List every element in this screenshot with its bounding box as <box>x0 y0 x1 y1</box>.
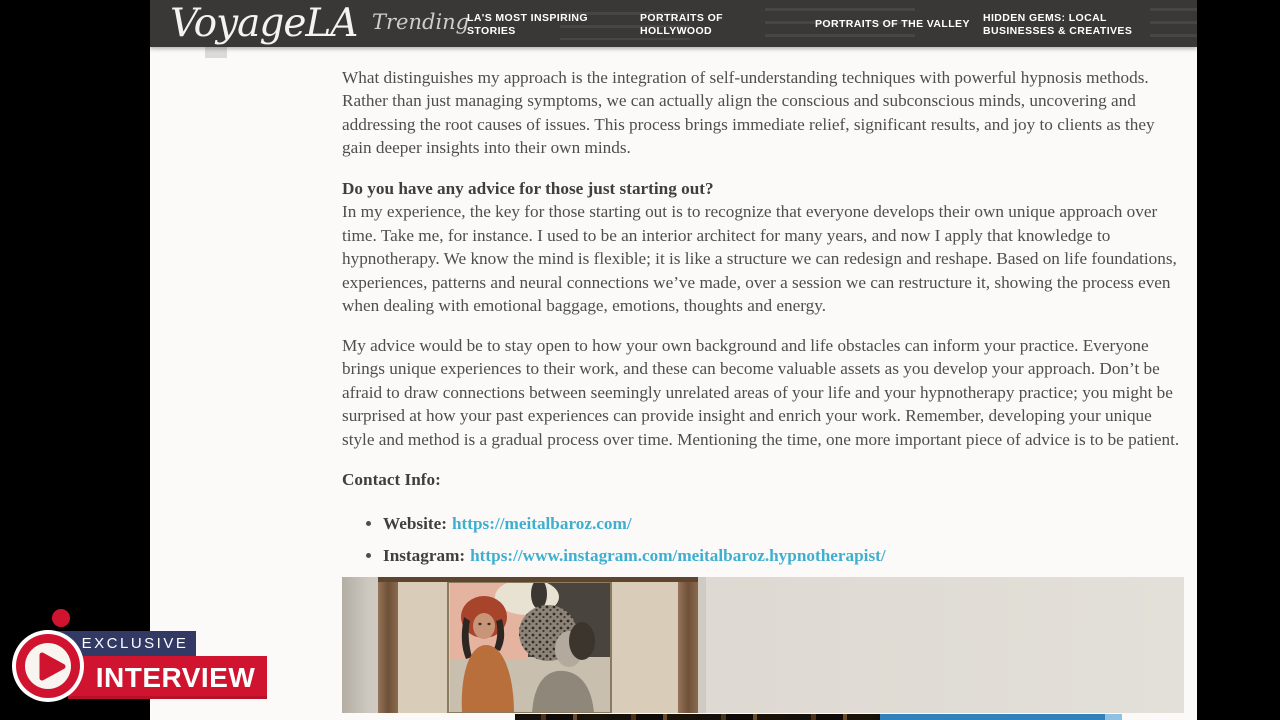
trending-label: Trending <box>372 10 470 34</box>
next-content-strip <box>342 714 1184 720</box>
badge-dot <box>52 609 70 627</box>
contact-instagram <box>383 544 1184 567</box>
nav-item-portraits-valley[interactable]: PORTRAITS OF THE VALLEY <box>815 18 970 30</box>
interview-label: INTERVIEW <box>68 656 267 699</box>
contact-website <box>383 512 1184 535</box>
next-image-edge <box>515 714 880 720</box>
artwork-photo-graphic <box>342 577 1184 713</box>
scroll-remnant <box>205 47 227 58</box>
question-heading: Do you have any advice for those just starting out? <box>342 179 714 198</box>
contact-list <box>342 512 1184 576</box>
nav-item-inspiring-stories[interactable]: LA'S MOST INSPIRING STORIES <box>467 12 588 37</box>
play-icon[interactable] <box>10 628 86 704</box>
site-logo[interactable]: VoyageLA <box>170 1 358 46</box>
exclusive-label: EXCLUSIVE <box>48 631 196 657</box>
paragraph-approach: What distinguishes my approach is the integration of self-understanding techniques with powerful hypnosis methods. Rather than just managing symptoms, we can actually align the conscious and subconscious minds, uncovering and addressing the root causes of issues. This process brings immediate relief, significant results, and joy to clients as they gain deeper insights into their own minds. <box>342 68 1155 158</box>
next-image-lightblue-edge <box>1105 714 1122 720</box>
instagram-label: Instagram: <box>383 546 466 565</box>
contact-info-heading: Contact Info: <box>342 470 441 489</box>
website-label: Website: <box>383 514 447 533</box>
next-image-blue-edge <box>880 714 1105 720</box>
paragraph-advice-text: In my experience, the key for those starting out is to recognize that everyone develops their own unique approach over time. Take me, for instance. I used to be an interior architect for many years, and now I apply that knowledge to hypnotherapy. We know the mind is flexible; it is like a structure we can redesign and reshape. Based on life foundations, experiences, patterns and neural connections we’ve made, over a session we can restructure it, showing the process even when dealing with emotional baggage, emotions, thoughts and energy. <box>342 202 1177 316</box>
exclusive-interview-badge <box>0 598 290 720</box>
website-link[interactable]: https://meitalbaroz.com/ <box>451 514 632 533</box>
paragraph-open: My advice would be to stay open to how your own background and life obstacles can inform your practice. Everyone brings unique experiences to their work, and these can become valuable assets as you develop your approach. Don’t be afraid to draw connections between seemingly unrelated areas of your life and your hypnotherapy practice; you might be surprised at how your past experiences can provide insight and enrich your work. Remember, developing your unique style and method is a gradual process over time. Mentioning the time, one more important piece of advice is to be patient. <box>342 336 1180 449</box>
instagram-link[interactable]: https://www.instagram.com/meitalbaroz.hypnotherapist/ <box>470 546 886 565</box>
site-header <box>150 0 1197 47</box>
article-content <box>342 0 1184 720</box>
nav-item-hidden-gems[interactable]: HIDDEN GEMS: LOCAL BUSINESSES & CREATIVES <box>983 12 1133 37</box>
letterbox-right <box>1197 0 1280 720</box>
nav-item-portraits-hollywood[interactable]: PORTRAITS OF HOLLYWOOD <box>640 12 723 37</box>
paragraph-advice <box>342 177 1184 317</box>
article-photo <box>342 577 1184 713</box>
